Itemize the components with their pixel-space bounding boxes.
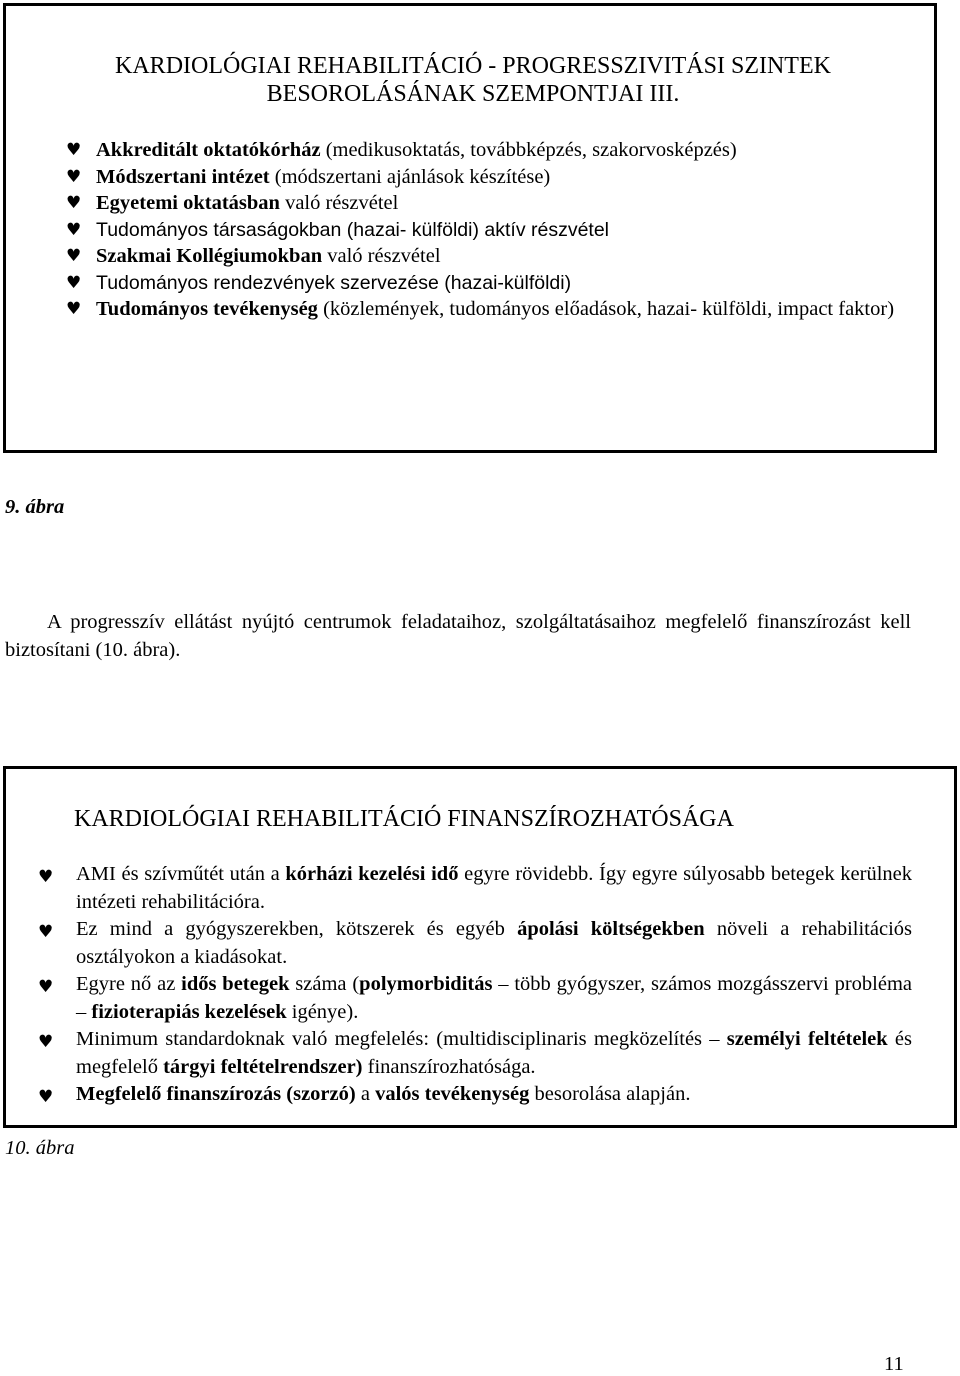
- list-item-bold: személyi feltételek: [726, 1028, 888, 1050]
- figure-9-title: [6, 52, 940, 108]
- list-item: [38, 1026, 912, 1081]
- heart-bullet-icon: ♥: [66, 272, 82, 293]
- list-item: [66, 137, 941, 164]
- list-item: [66, 217, 941, 244]
- list-item-text: Ez mind a gyógyszerekben, kötszerek és egyéb: [76, 918, 518, 940]
- heart-bullet-icon: ♥: [66, 246, 82, 266]
- figure-10-caption: 10. ábra: [5, 1137, 75, 1159]
- list-item: [38, 1081, 912, 1109]
- list-item-text: Egyre nő az: [76, 973, 182, 995]
- heart-bullet-icon: ♥: [38, 1087, 54, 1107]
- list-item-text: való részvétel: [322, 245, 441, 267]
- heart-bullet-icon: ♥: [38, 977, 54, 997]
- list-item-bold: Akkreditált oktatókórház: [96, 139, 321, 161]
- figure-9-list: [66, 137, 941, 323]
- list-item: [66, 190, 941, 217]
- list-item: [38, 916, 912, 971]
- heart-bullet-icon: ♥: [66, 193, 82, 213]
- list-item-bold: fizioterapiás kezelések: [91, 1000, 287, 1023]
- list-item-text: AMI és szívműtét után a: [76, 863, 286, 885]
- list-item-bold: Módszertani intézet: [96, 165, 270, 188]
- list-item-bold: ápolási költségekben: [517, 918, 705, 940]
- list-item-bold: tárgyi feltételrendszer): [163, 1055, 363, 1078]
- page-number: 11: [884, 1353, 904, 1375]
- list-item: [66, 296, 941, 323]
- list-item: [38, 971, 912, 1026]
- list-item-bold: Megfelelő finanszírozás (szorzó): [76, 1083, 356, 1105]
- list-item-text: egyre rövidebb. Így egyre súlyosabb betegek kerülnek intézeti rehabilitációra.: [76, 863, 912, 913]
- list-item-text: Tudományos társaságokban (hazai- külföldi) aktív részvétel: [96, 218, 610, 241]
- heart-bullet-icon: ♥: [66, 140, 82, 160]
- list-item: [66, 164, 941, 191]
- list-item-bold: Egyetemi oktatásban: [96, 192, 280, 214]
- list-item-bold: valós tevékenység: [375, 1083, 530, 1105]
- heart-bullet-icon: ♥: [38, 1032, 54, 1052]
- list-item-text: (módszertani ajánlások készítése): [269, 165, 551, 188]
- figure-10-title: KARDIOLÓGIAI REHABILITÁCIÓ FINANSZÍROZHATÓSÁGA: [74, 806, 734, 832]
- list-item-bold: idős betegek: [181, 973, 290, 995]
- heart-bullet-icon: ♥: [66, 166, 82, 187]
- list-item-text: (közlemények, tudományos előadások, hazai- külföldi, impact faktor): [317, 298, 895, 320]
- figure-9-title-line2: BESOROLÁSÁNAK SZEMPONTJAI III.: [266, 81, 680, 107]
- list-item-text: Tudományos rendezvények szervezése (hazai-külföldi): [96, 271, 572, 294]
- list-item-text: Minimum standardoknak való megfelelés: (multidisciplinaris megközelítés –: [76, 1028, 727, 1050]
- list-item-bold: Szakmai Kollégiumokban: [96, 245, 323, 267]
- list-item-text: növeli a rehabilitációs osztályokon a kiadásokat.: [76, 918, 912, 968]
- list-item-text: a: [355, 1083, 376, 1105]
- heart-bullet-icon: ♥: [66, 219, 82, 240]
- list-item: [38, 861, 912, 916]
- list-item-text: és megfelelő: [76, 1028, 912, 1078]
- list-item-text: besorolása alapján.: [529, 1083, 691, 1105]
- heart-bullet-icon: ♥: [38, 867, 54, 887]
- list-item-text: – több gyógyszer, számos mozgásszervi probléma –: [76, 973, 912, 1023]
- list-item-text: (medikusoktatás, továbbképzés, szakorvosképzés): [320, 139, 737, 161]
- list-item-text: igénye).: [286, 1000, 359, 1023]
- body-paragraph: A progresszív ellátást nyújtó centrumok feladataihoz, szolgáltatásaihoz megfelelő finanszírozást kell biztosítani (10. ábra).: [5, 611, 911, 661]
- list-item-bold: Tudományos tevékenység: [96, 298, 318, 320]
- list-item-bold: polymorbiditás: [359, 973, 493, 995]
- heart-bullet-icon: ♥: [66, 299, 82, 319]
- list-item-text: finanszírozhatósága.: [362, 1055, 536, 1078]
- list-item-bold: kórházi kezelési idő: [285, 863, 459, 885]
- list-item: [66, 243, 941, 270]
- heart-bullet-icon: ♥: [38, 922, 54, 942]
- list-item-text: száma (: [289, 973, 360, 995]
- figure-9-title-line1: KARDIOLÓGIAI REHABILITÁCIÓ - PROGRESSZIVITÁSI SZINTEK: [115, 53, 831, 79]
- list-item-text: való részvétel: [279, 192, 399, 214]
- list-item: [66, 270, 941, 297]
- figure-10-list: [38, 861, 912, 1109]
- figure-9-caption: 9. ábra: [5, 496, 65, 518]
